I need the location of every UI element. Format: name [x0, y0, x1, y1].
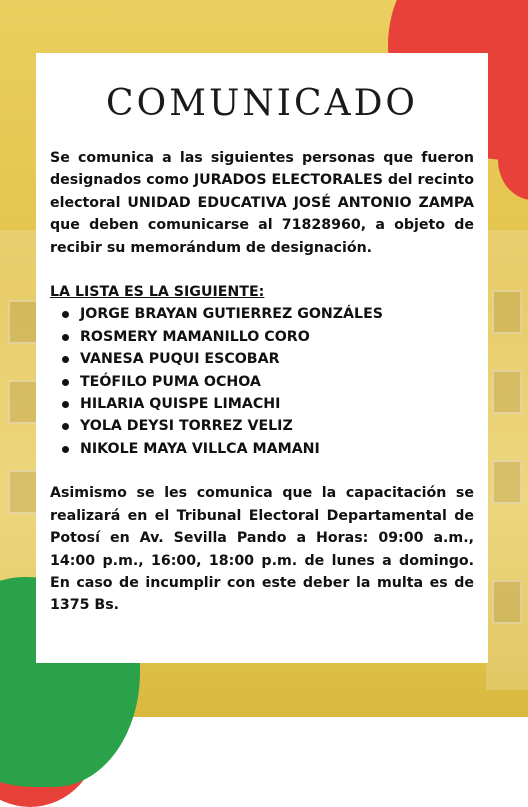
list-item: HILARIA QUISPE LIMACHI	[80, 393, 474, 415]
background-window	[8, 470, 38, 514]
background-window	[492, 580, 522, 624]
background-window	[8, 300, 38, 344]
page-title: COMUNICADO	[106, 83, 418, 124]
names-list	[50, 303, 474, 460]
background-window	[492, 290, 522, 334]
notice-content	[50, 147, 474, 617]
list-item: YOLA DEYSI TORREZ VELIZ	[80, 415, 474, 437]
background-window	[492, 460, 522, 504]
list-item: ROSMERY MAMANILLO CORO	[80, 326, 474, 348]
notice-card	[36, 53, 488, 663]
list-heading: LA LISTA ES LA SIGUIENTE:	[50, 284, 265, 301]
background-window	[492, 370, 522, 414]
intro-paragraph: Se comunica a las siguientes personas que fueron designados como JURADOS ELECTORALES del recinto electoral UNIDAD EDUCATIVA JOSÉ ANTONIO ZAMPA que deben comunicarse al 71828960, a objeto de recibir su memorándum de designación.	[50, 150, 474, 256]
background-window	[8, 380, 38, 424]
list-item: NIKOLE MAYA VILLCA MAMANI	[80, 438, 474, 460]
list-item: TEÓFILO PUMA OCHOA	[80, 371, 474, 393]
closing-paragraph: Asimismo se les comunica que la capacitación se realizará en el Tribunal Electoral Departamental de Potosí en Av. Sevilla Pando a Horas: 09:00 a.m., 14:00 p.m., 16:00, 18:00 p.m. de lunes a domingo. En caso de incumplir con este deber la multa es de 1375 Bs.	[50, 485, 474, 614]
list-item: JORGE BRAYAN GUTIERREZ GONZÁLES	[80, 303, 474, 325]
list-item: VANESA PUQUI ESCOBAR	[80, 348, 474, 370]
